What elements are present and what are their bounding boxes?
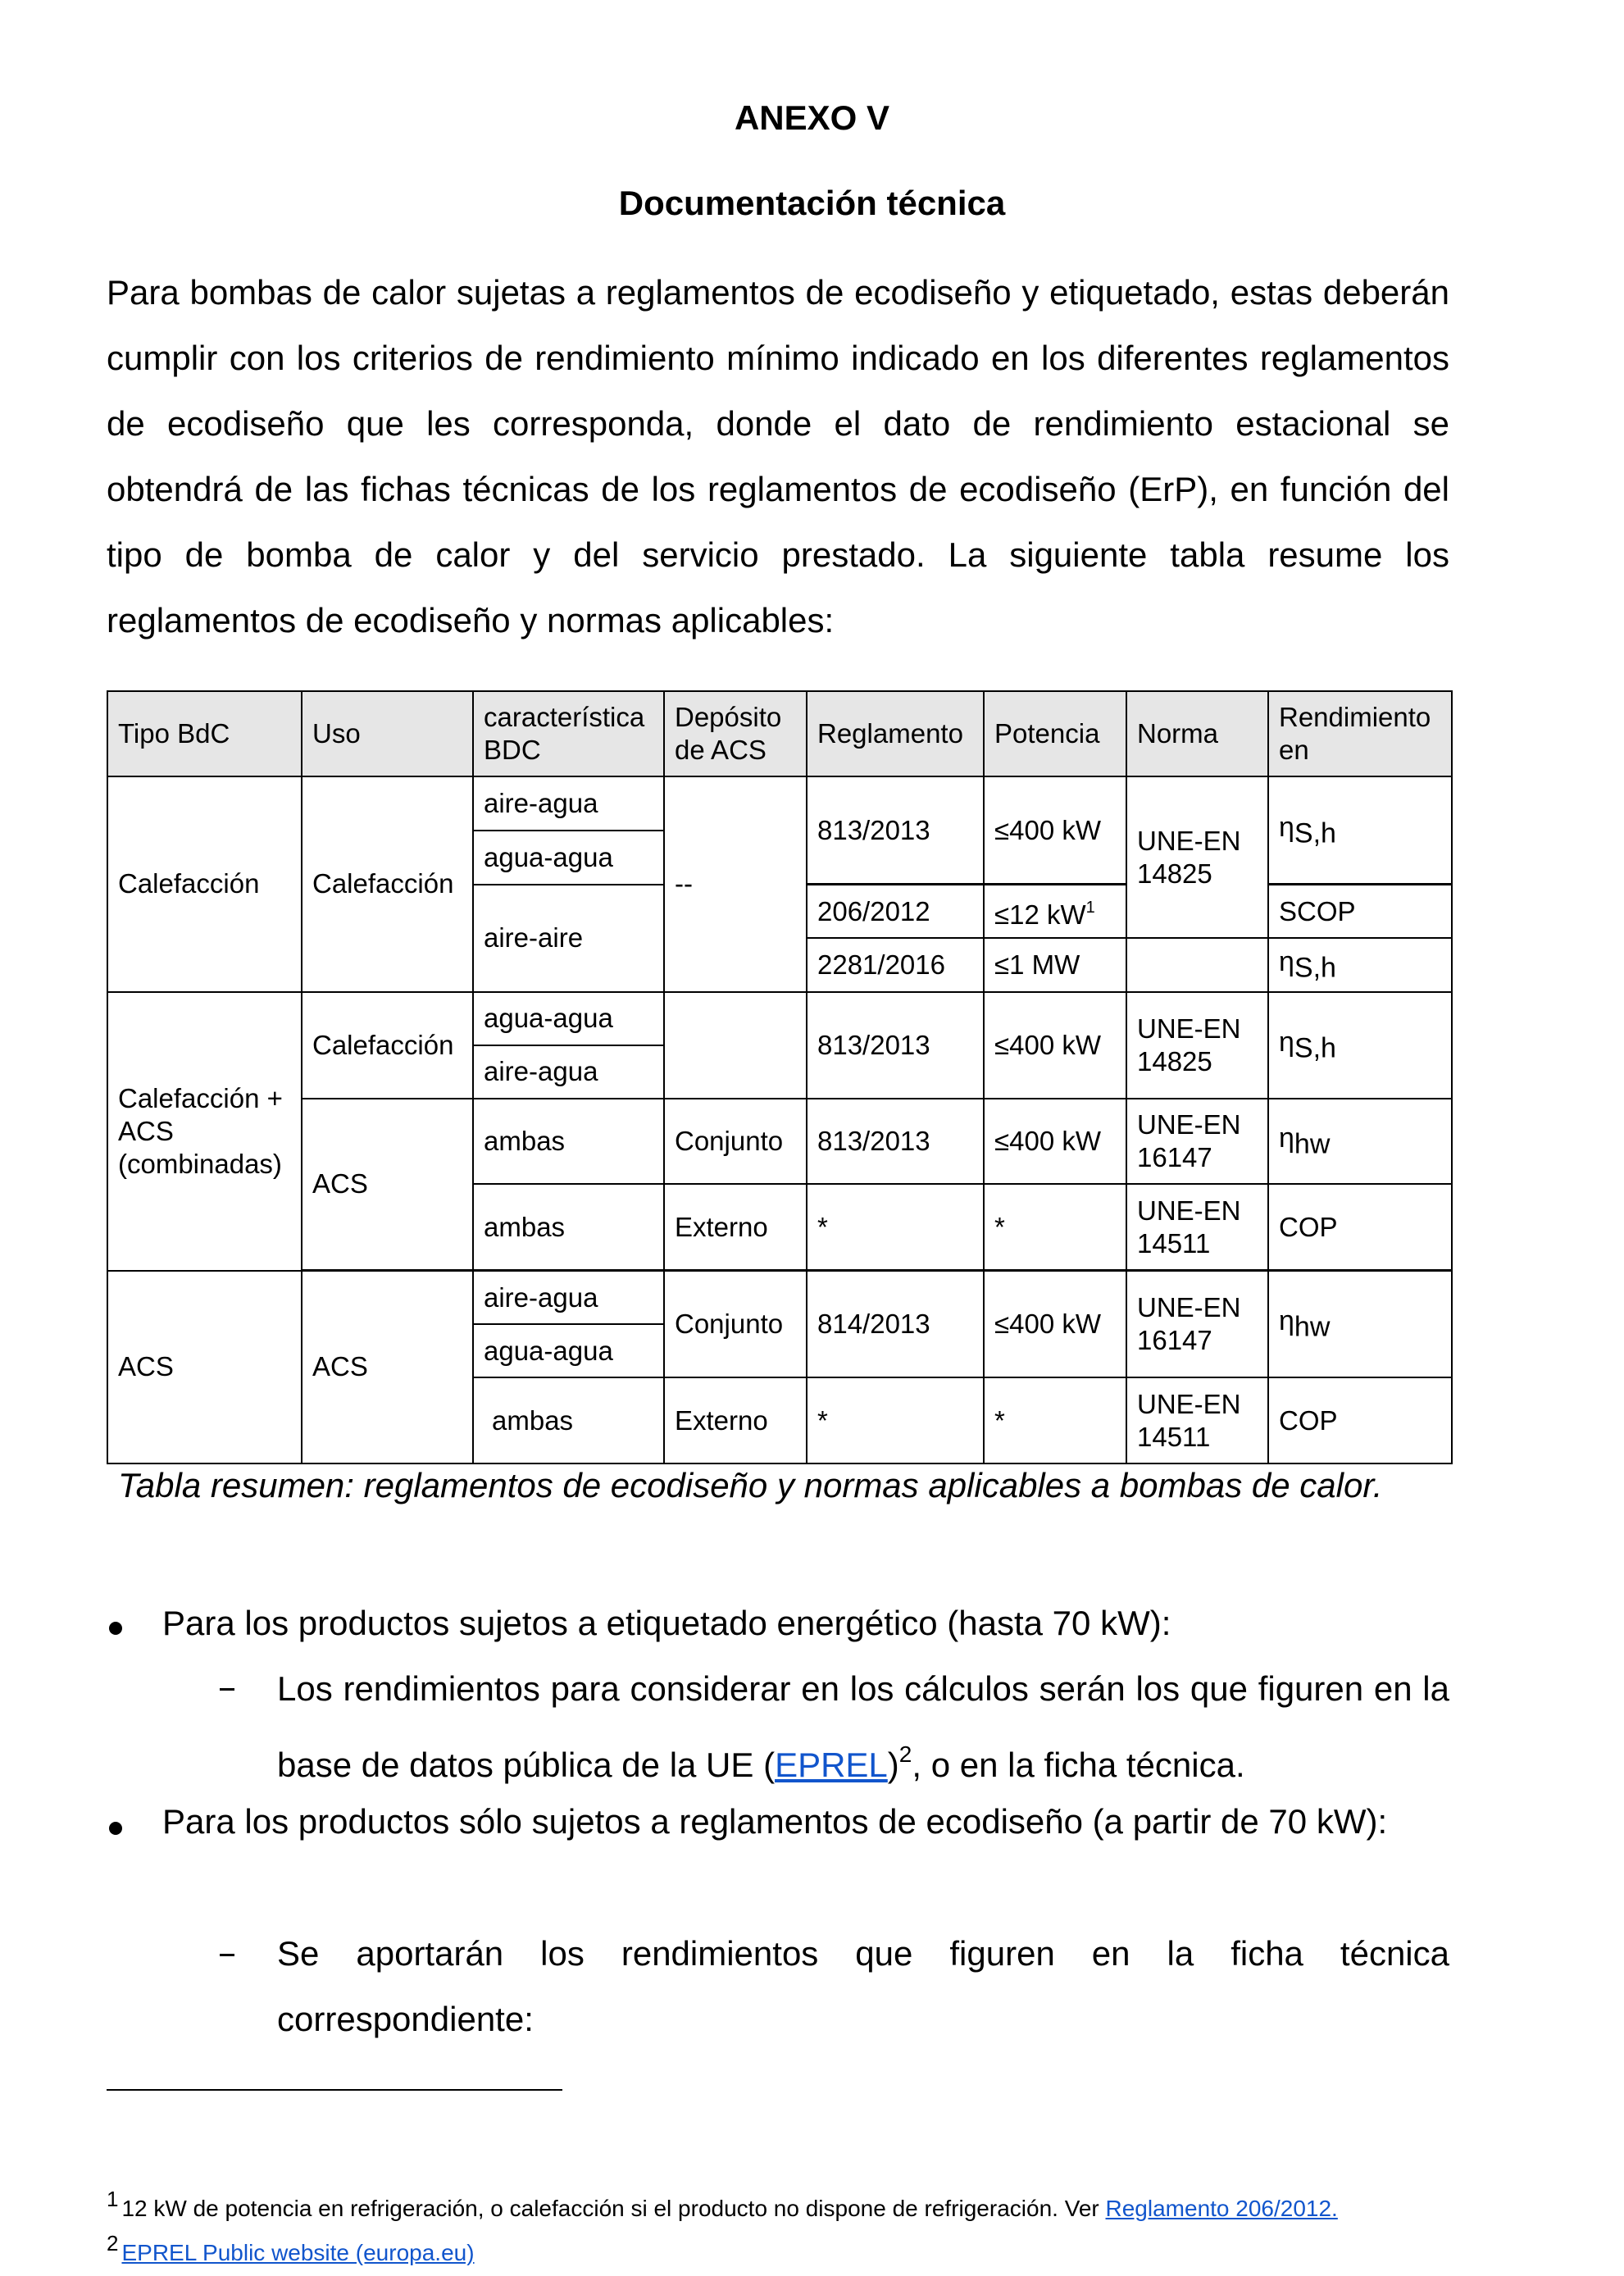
table-cell: agua-agua: [473, 831, 664, 885]
header-cell: Reglamento: [807, 691, 984, 776]
header-cell: Uso: [302, 691, 473, 776]
table-cell: UNE-EN 14825: [1126, 776, 1268, 938]
eta-symbol: η: [1279, 946, 1294, 978]
power-value: ≤12 kW: [994, 899, 1086, 931]
regulation-link[interactable]: Reglamento 206/2012.: [1105, 2196, 1338, 2221]
bullet-item: Para los productos sólo sujetos a reglamentos de ecodiseño (a partir de 70 kW):: [162, 1802, 1388, 1841]
table-cell: ACS: [302, 1099, 473, 1270]
header-cell: Norma: [1126, 691, 1268, 776]
table-cell: UNE-EN 14511: [1126, 1184, 1268, 1269]
footnote-ref: 1: [1085, 899, 1095, 917]
header-cell: Rendimiento en: [1268, 691, 1452, 776]
bullet-dot: [109, 1822, 122, 1835]
table-cell: aire-agua: [473, 1271, 664, 1324]
footnote-ref: 2: [898, 1741, 912, 1767]
eta-subscript: [1294, 1033, 1336, 1064]
table-cell: [1268, 992, 1452, 1099]
table-cell: Calefacción: [107, 776, 302, 991]
header-cell: Tipo BdC: [107, 691, 302, 776]
table-cell: ≤1 MW: [984, 938, 1126, 991]
header-cell: característica BDC: [473, 691, 664, 776]
header-cell: Depósito de ACS: [664, 691, 807, 776]
eprel-link[interactable]: EPREL: [775, 1746, 888, 1784]
table-cell: Conjunto: [664, 1099, 807, 1184]
table-cell: 813/2013: [807, 992, 984, 1099]
bullet-dot: [109, 1622, 122, 1635]
footnote-number: 1: [107, 2187, 119, 2211]
table-cell: ACS: [107, 1271, 302, 1463]
eprel-website-link[interactable]: EPREL Public website (europa.eu): [121, 2240, 475, 2265]
header-cell: Potencia: [984, 691, 1126, 776]
table-cell: [1268, 938, 1452, 991]
table-cell: [984, 885, 1126, 938]
table-cell: 2281/2016: [807, 938, 984, 991]
table-cell: [664, 992, 807, 1099]
eta-subscript-text: S,h: [1294, 952, 1336, 984]
table-cell: Calefacción: [302, 992, 473, 1099]
table-row: [107, 1099, 1452, 1184]
eta-subscript: [1294, 1312, 1330, 1343]
sub-bullet-item: Se aportarán los rendimientos que figuren en la ficha técnica correspondiente:: [277, 1934, 1449, 2038]
sub-bullet-dash: [220, 1954, 234, 1956]
eta-subscript: [1294, 953, 1336, 984]
section-title: Documentación técnica: [618, 184, 1006, 222]
table-cell: *: [807, 1184, 984, 1269]
table-cell: Externo: [664, 1377, 807, 1463]
table-cell: UNE-EN 14511: [1126, 1377, 1268, 1463]
table-cell: ambas: [473, 1099, 664, 1184]
sub-bullet-text: , o en la ficha técnica.: [912, 1746, 1245, 1784]
table-cell: SCOP: [1268, 885, 1452, 938]
eta-symbol: η: [1279, 1122, 1294, 1154]
table-cell: UNE-EN 14825: [1126, 992, 1268, 1099]
table-row: [107, 1271, 1452, 1324]
sub-bullet-item: [277, 1656, 1449, 1798]
table-cell: ≤400 kW: [984, 1271, 1126, 1378]
eta-subscript: [1294, 1129, 1330, 1160]
bullet-item: Para los productos sujetos a etiquetado energético (hasta 70 kW):: [162, 1604, 1171, 1642]
table-cell: *: [984, 1377, 1126, 1463]
ecodesign-table: [107, 690, 1453, 1464]
footnote-text: 12 kW de potencia en refrigeración, o calefacción si el producto no dispone de refrigeración. Ver: [121, 2196, 1106, 2221]
table-cell: 206/2012: [807, 885, 984, 938]
footnote-number: 2: [107, 2231, 119, 2256]
table-cell: ambas: [473, 1184, 664, 1269]
table-cell: aire-aire: [473, 885, 664, 992]
table-cell: [1268, 1099, 1452, 1184]
table-cell: aire-agua: [473, 776, 664, 830]
table-cell: Calefacción: [302, 776, 473, 991]
table-cell: 813/2013: [807, 1099, 984, 1184]
table-cell: Conjunto: [664, 1271, 807, 1378]
table-caption: Tabla resumen: reglamentos de ecodiseño y normas aplicables a bombas de calor.: [118, 1466, 1383, 1504]
eta-subscript: [1294, 818, 1336, 849]
sub-bullet-text: ): [887, 1746, 899, 1784]
table-row: [107, 776, 1452, 830]
eta-subscript-text: S,h: [1294, 1032, 1336, 1064]
intro-paragraph: Para bombas de calor sujetas a reglamentos de ecodiseño y etiquetado, estas deberán cumplir con los criterios de rendimiento mínimo indicado en los diferentes reglamentos de ecodiseño que les corresponda, donde el dato de rendimiento estacional se obtendrá de las fichas técnicas de los reglamentos de ecodiseño (ErP), en función del tipo de bomba de calor y del servicio prestado. La siguiente tabla resume los reglamentos de ecodiseño y normas aplicables:: [107, 273, 1449, 640]
table-cell: UNE-EN 16147: [1126, 1099, 1268, 1184]
footnote-2: [107, 2227, 1500, 2269]
table-cell: [1268, 1271, 1452, 1378]
table-cell: ≤400 kW: [984, 776, 1126, 884]
annex-title: ANEXO V: [734, 98, 890, 137]
table-cell: *: [984, 1184, 1126, 1269]
table-cell: --: [664, 776, 807, 991]
table-cell: ambas: [473, 1377, 664, 1463]
table-cell: COP: [1268, 1377, 1452, 1463]
eta-subscript-text: hw: [1294, 1129, 1331, 1161]
table-cell: agua-agua: [473, 1324, 664, 1377]
table-cell: ≤400 kW: [984, 1099, 1126, 1184]
footnote-1: [107, 2183, 1500, 2225]
table-cell: 813/2013: [807, 776, 984, 884]
table-cell: [1126, 938, 1268, 991]
table-cell: *: [807, 1377, 984, 1463]
table-cell: ACS: [302, 1271, 473, 1463]
table-cell: COP: [1268, 1184, 1452, 1269]
table-cell: 814/2013: [807, 1271, 984, 1378]
table-row: [107, 992, 1452, 1045]
eta-subscript-text: hw: [1294, 1311, 1331, 1343]
sub-bullet-dash: [220, 1688, 234, 1691]
table-header-row: [107, 691, 1452, 776]
table-cell: Calefacción + ACS (combinadas): [107, 992, 302, 1271]
table-cell: [1268, 776, 1452, 884]
sub-bullet-text: Los rendimientos para considerar en los cálculos serán los que figuren en la base de datos pública de la UE (: [277, 1669, 1449, 1784]
eta-symbol: η: [1279, 811, 1294, 843]
table-cell: Externo: [664, 1184, 807, 1269]
eta-symbol: η: [1279, 1026, 1294, 1058]
table-cell: ≤400 kW: [984, 992, 1126, 1099]
table-cell: UNE-EN 16147: [1126, 1271, 1268, 1378]
table-cell: aire-agua: [473, 1045, 664, 1099]
eta-subscript-text: S,h: [1294, 817, 1336, 849]
table-cell: agua-agua: [473, 992, 664, 1045]
footnote-separator: [107, 2089, 562, 2091]
eta-symbol: η: [1279, 1305, 1294, 1337]
